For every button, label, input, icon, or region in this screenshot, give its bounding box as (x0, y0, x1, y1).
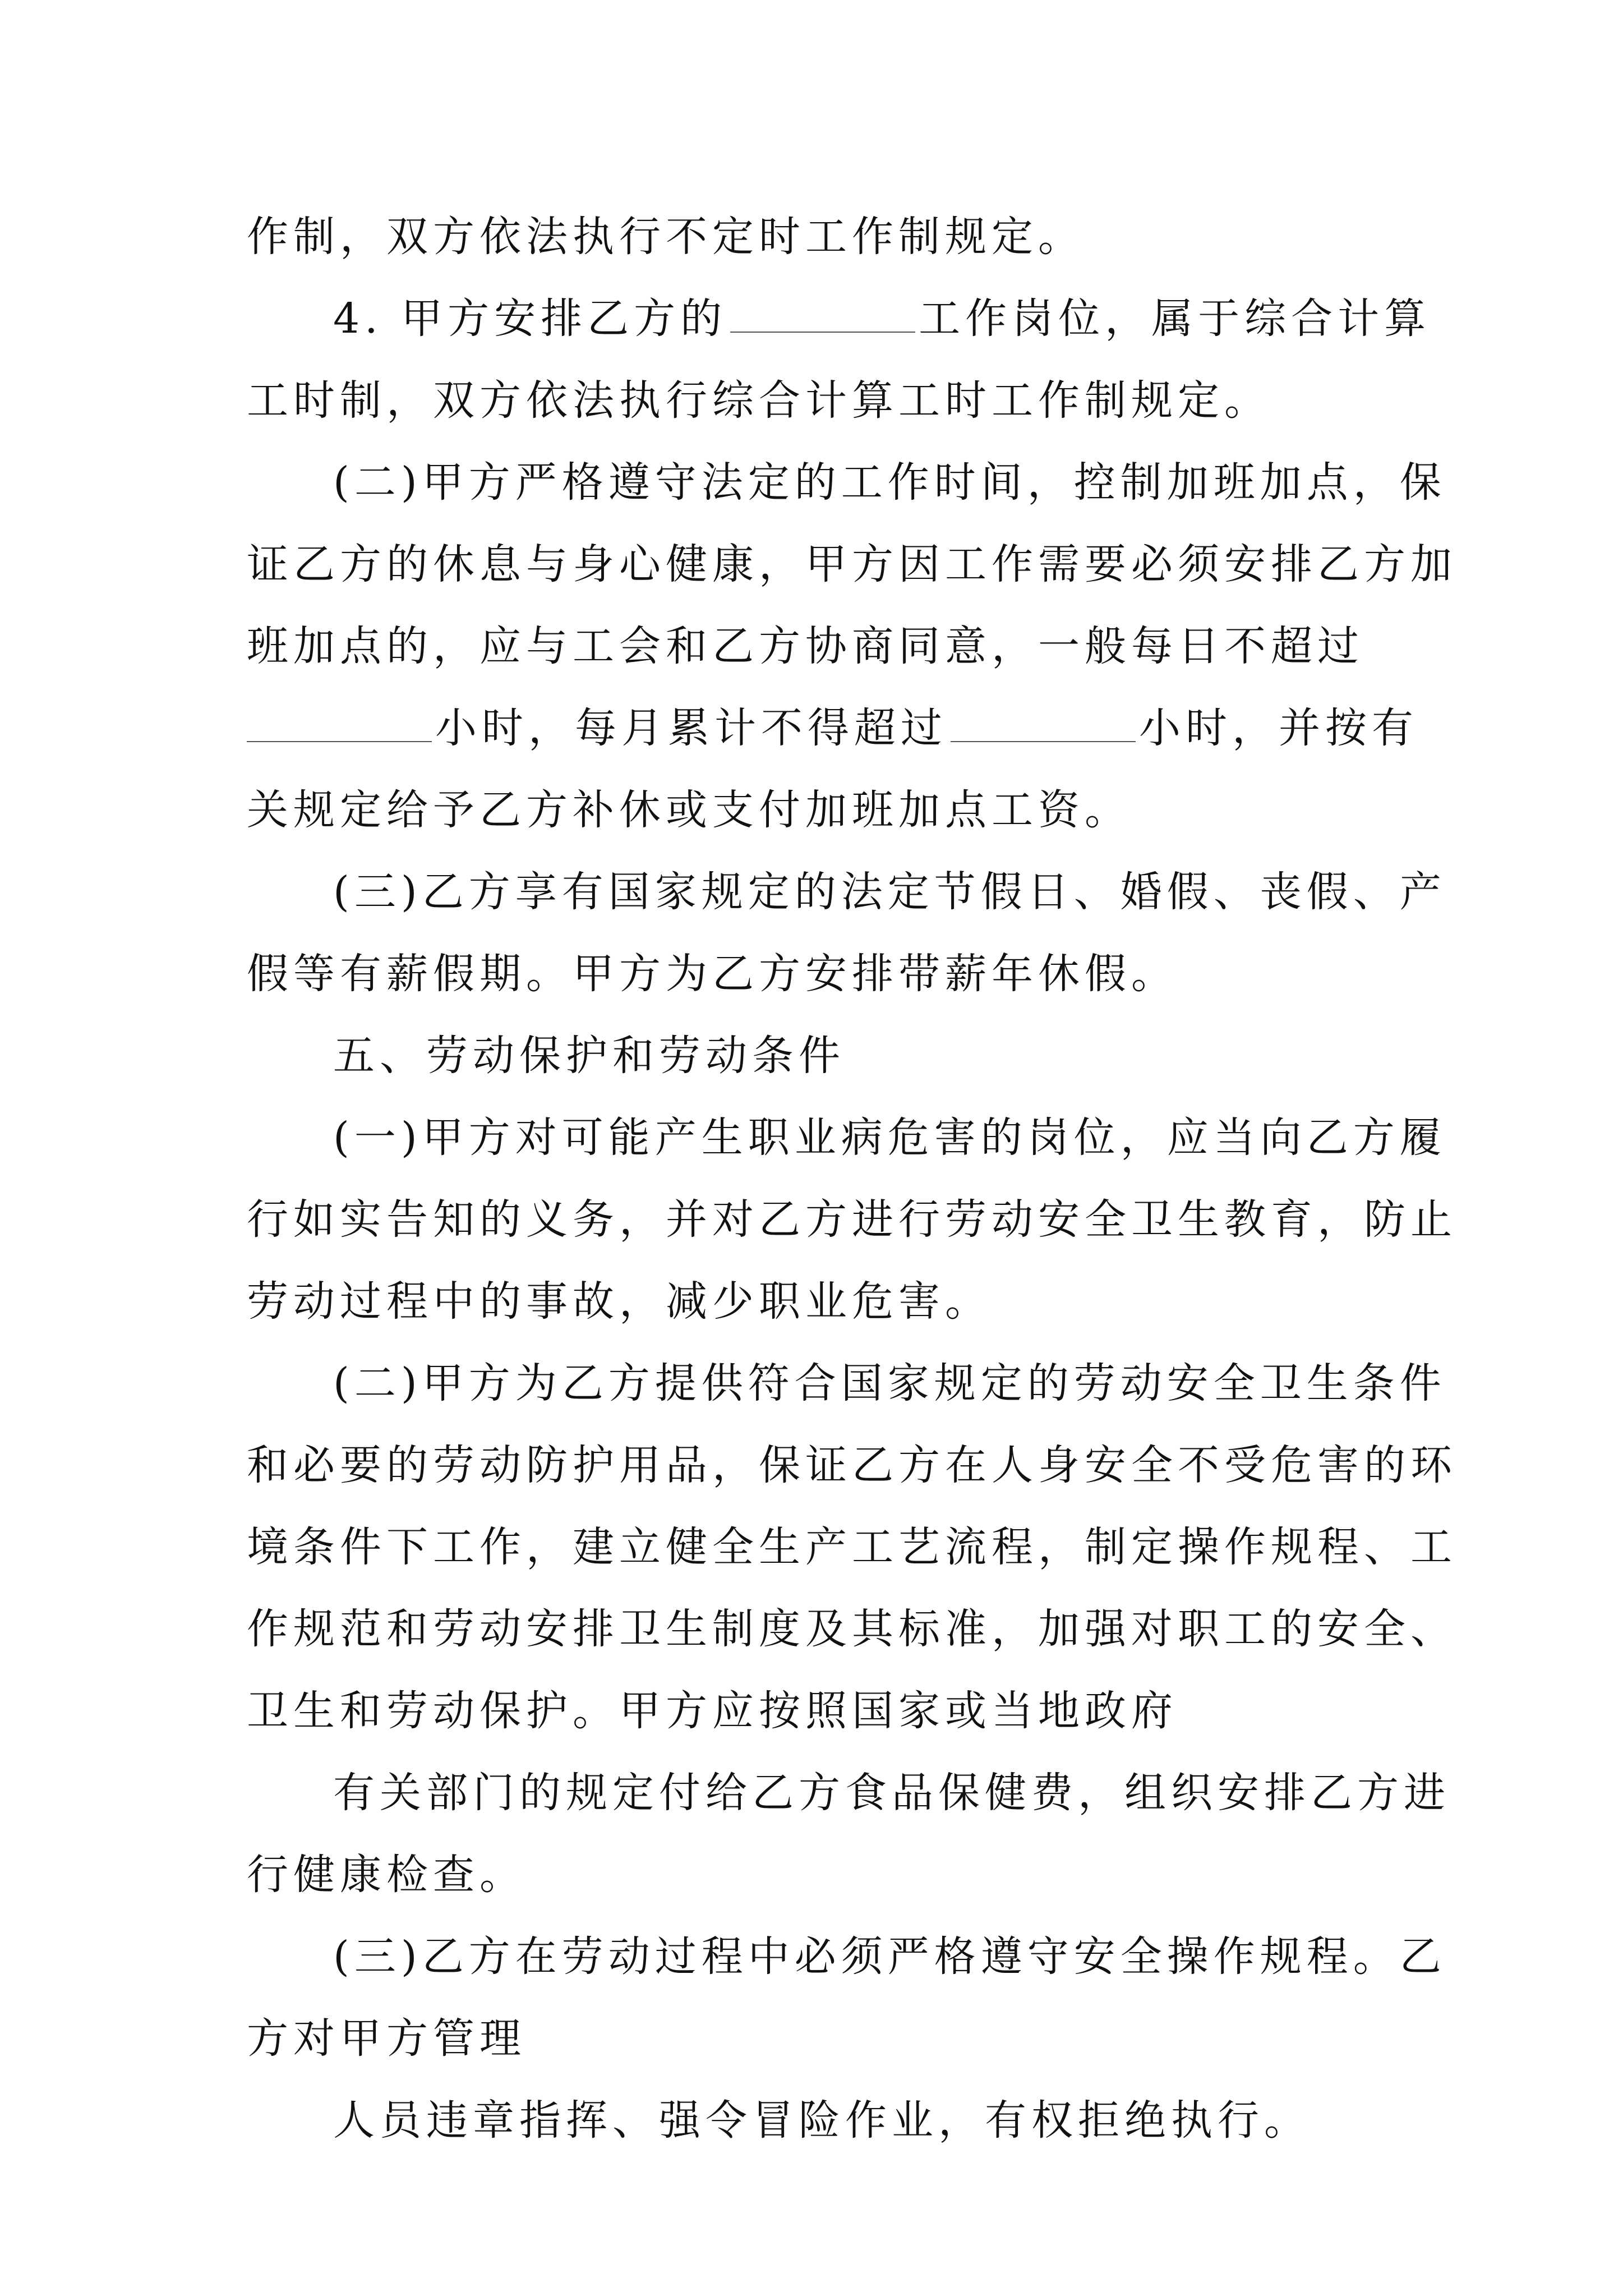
text-line: 工时制，双方依法执行综合计算工时工作制规定。 (247, 376, 1271, 425)
text-line: (一)甲方对可能产生职业病危害的岗位，应当向乙方履 (333, 1114, 1446, 1162)
text-line: 和必要的劳动防护用品，保证乙方在人身安全不受危害的环 (247, 1441, 1457, 1489)
text-line: 人员违章指挥、强令冒险作业，有权拒绝执行。 (333, 2096, 1311, 2145)
text-line: 4. 甲方安排乙方的 工作岗位，属于综合计算 (333, 295, 1431, 343)
text-line: 证乙方的休息与身心健康，甲方因工作需要必须安排乙方加 (247, 540, 1457, 588)
fill-in-blank[interactable] (730, 298, 915, 333)
text-line: 卫生和劳动保护。甲方应按照国家或当地政府 (247, 1687, 1178, 1735)
text-line: 班加点的，应与工会和乙方协商同意，一般每日不超过 (247, 622, 1364, 670)
text-line: 作规范和劳动安排卫生制度及其标准，加强对职工的安全、 (247, 1605, 1457, 1653)
text-line: 有关部门的规定付给乙方食品保健费，组织安排乙方进 (333, 1769, 1450, 1817)
text-line: (二)甲方为乙方提供符合国家规定的劳动安全卫生条件 (333, 1359, 1446, 1407)
text-line: 行如实告知的义务，并对乙方进行劳动安全卫生教育，防止 (247, 1195, 1457, 1244)
fill-in-blank[interactable] (247, 707, 432, 742)
text-line: 行健康检查。 (247, 1851, 526, 1899)
text-line: 假等有薪假期。甲方为乙方安排带薪年休假。 (247, 950, 1178, 998)
text-line: (二)甲方严格遵守法定的工作时间，控制加班加点，保 (333, 458, 1446, 507)
text-line: 小时，每月累计不得超过 小时，并按有 (247, 694, 1391, 762)
text-line: 关规定给予乙方补休或支付加班加点工资。 (247, 786, 1131, 834)
text-line: (三)乙方在劳动过程中必须严格遵守安全操作规程。乙 (333, 1932, 1446, 1981)
section-heading: 五、劳动保护和劳动条件 (333, 1032, 845, 1080)
text-line: 境条件下工作，建立健全生产工艺流程，制定操作规程、工 (247, 1523, 1457, 1571)
fill-in-blank[interactable] (951, 707, 1136, 742)
text-line: 方对甲方管理 (247, 2014, 526, 2063)
text-line: 劳动过程中的事故，减少职业危害。 (247, 1277, 992, 1326)
text-line: 作制，双方依法执行不定时工作制规定。 (247, 213, 1085, 261)
text-line: (三)乙方享有国家规定的法定节假日、婚假、丧假、产 (333, 868, 1446, 916)
